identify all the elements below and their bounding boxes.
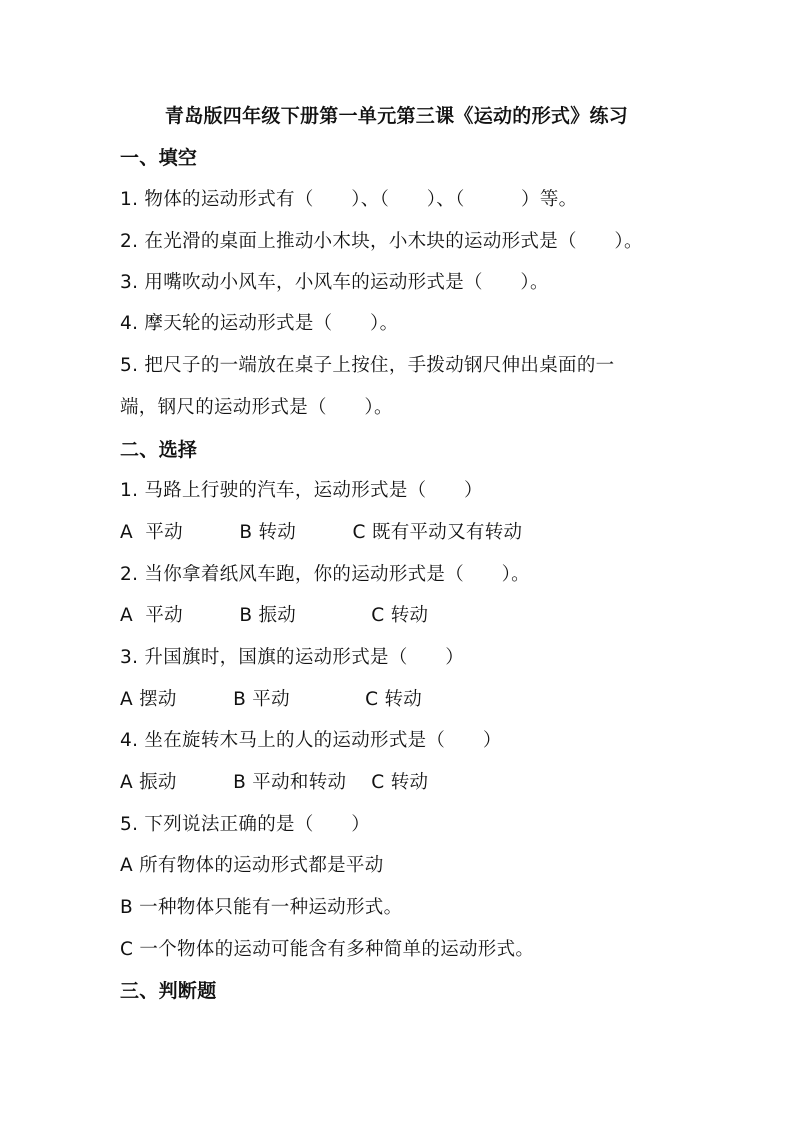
choice-question-1-options: A 平动 B 转动 C 既有平动又有转动 xyxy=(120,522,523,543)
section-heading-true-false: 三、判断题 xyxy=(120,980,217,1002)
choice-question-4: 4. 坐在旋转木马上的人的运动形式是（ ） xyxy=(120,730,502,751)
choice-question-1: 1. 马路上行驶的汽车，运动形式是（ ） xyxy=(120,480,483,501)
choice-question-5-option-c: C 一个物体的运动可能含有多种简单的运动形式。 xyxy=(120,939,535,960)
fill-question-5-line-2: 端，钢尺的运动形式是（ ）。 xyxy=(120,397,393,418)
fill-question-3: 3. 用嘴吹动小风车，小风车的运动形式是（ ）。 xyxy=(120,272,549,293)
section-heading-fill-blank: 一、填空 xyxy=(120,147,198,169)
choice-question-5-option-a: A 所有物体的运动形式都是平动 xyxy=(120,855,384,876)
fill-question-5-line-1: 5. 把尺子的一端放在桌子上按住，手拨动钢尺伸出桌面的一 xyxy=(120,355,615,376)
choice-question-3: 3. 升国旗时，国旗的运动形式是（ ） xyxy=(120,647,465,668)
choice-question-5: 5. 下列说法正确的是（ ） xyxy=(120,814,371,835)
choice-question-3-options: A 摆动 B 平动 C 转动 xyxy=(120,689,423,710)
section-heading-choice: 二、选择 xyxy=(120,439,198,461)
choice-question-5-option-b: B 一种物体只能有一种运动形式。 xyxy=(120,897,403,918)
fill-question-2: 2. 在光滑的桌面上推动小木块，小木块的运动形式是（ ）。 xyxy=(120,231,643,252)
choice-question-4-options: A 振动 B 平动和转动 C 转动 xyxy=(120,772,429,793)
fill-question-1: 1. 物体的运动形式有（ ）、（ ）、（ ）等。 xyxy=(120,189,578,210)
choice-question-2: 2. 当你拿着纸风车跑，你的运动形式是（ ）。 xyxy=(120,564,530,585)
choice-question-2-options: A 平动 B 振动 C 转动 xyxy=(120,605,429,626)
page-title: 青岛版四年级下册第一单元第三课《运动的形式》练习 xyxy=(164,105,629,127)
fill-question-4: 4. 摩天轮的运动形式是（ ）。 xyxy=(120,313,399,334)
